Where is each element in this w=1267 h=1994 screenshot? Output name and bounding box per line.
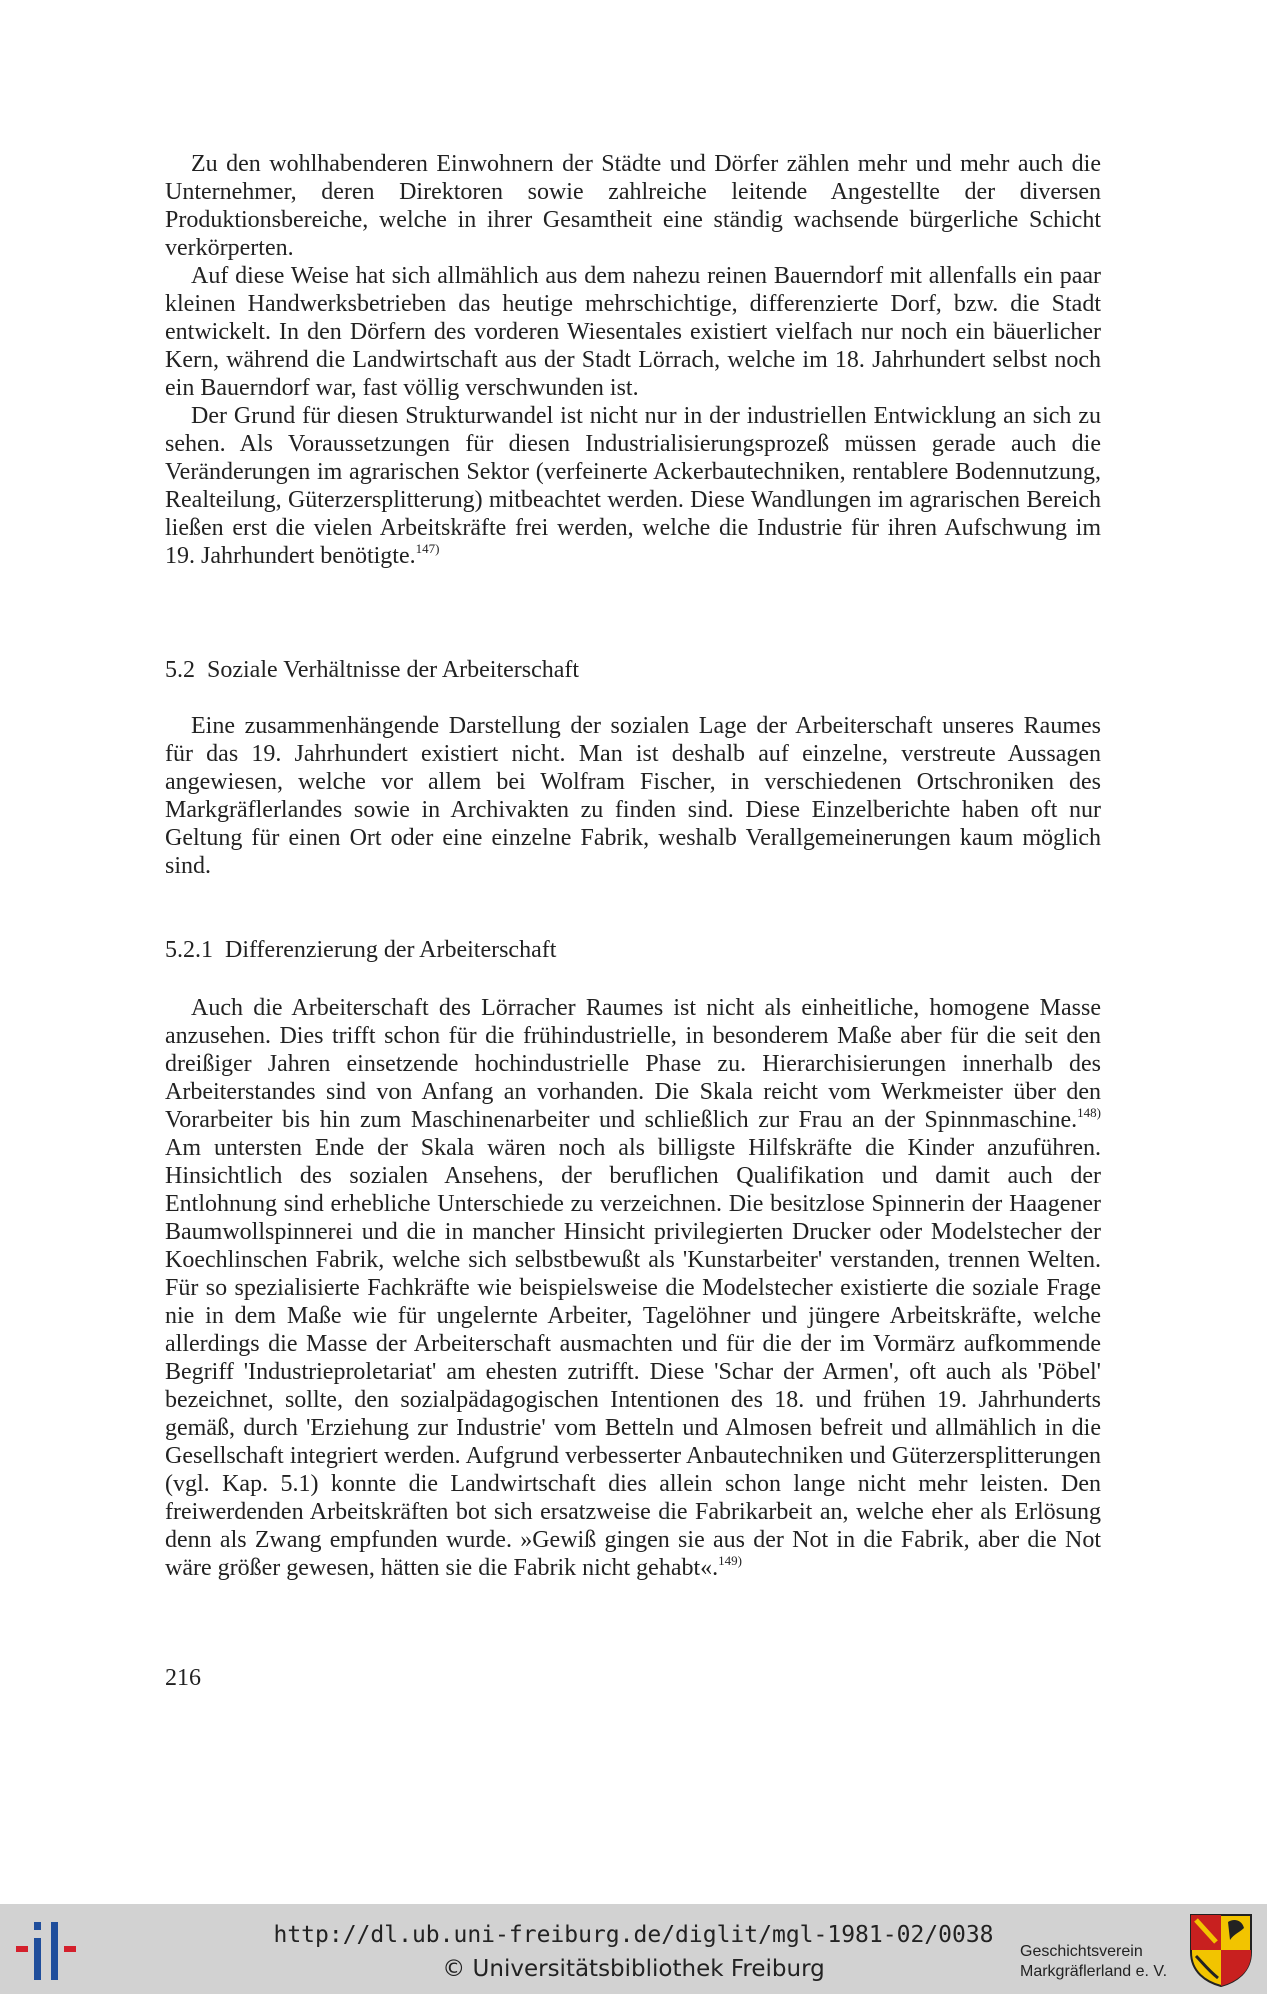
section-5-2-text bbox=[165, 712, 1101, 880]
section-number: 5.2 bbox=[165, 657, 195, 683]
section-heading-5-2-1 bbox=[165, 936, 556, 964]
footnote-ref-148[interactable]: 148) bbox=[1077, 1105, 1101, 1120]
footnote-ref-147[interactable]: 147) bbox=[415, 541, 440, 556]
section-5-2-1-paragraph bbox=[165, 994, 1101, 1582]
society-line-2: Markgräflerland e. V. bbox=[1020, 1963, 1168, 1980]
coat-of-arms-icon bbox=[1188, 1912, 1254, 1988]
intro-paragraph-2: Auf diese Weise hat sich allmählich aus dem nahezu reinen Bauerndorf mit allenfalls ein paar kleinen Handwerksbetrieben das heutige mehrschichtige, differenzierte Dorf, bzw. die Stadt entwickelt. In den Dörfern des vorderen Wiesentales existiert vielfach nur noch ein bäuerlicher Kern, während die Landwirtschaft aus der Stadt Lörrach, welche im 18. Jahrhundert selbst noch ein Bauerndorf war, fast völlig verschwunden ist. bbox=[165, 263, 1101, 401]
intro-paragraph-3 bbox=[165, 402, 1101, 570]
section-heading-5-2 bbox=[165, 656, 579, 684]
intro-paragraph-1: Zu den wohlhabenderen Einwohnern der Städte und Dörfer zählen mehr und mehr auch die Unternehmer, deren Direktoren sowie zahlreiche leitende Angestellte der diversen Produktionsbereiche, welche in ihrer Gesamtheit eine ständig wachsende bürgerliche Schicht verkörperten. bbox=[165, 151, 1101, 261]
footer-url-link[interactable]: http://dl.ub.uni-freiburg.de/diglit/mgl-1981-02/0038 bbox=[273, 1922, 994, 1948]
section-5-2-1-text bbox=[165, 994, 1101, 1582]
society-name bbox=[1020, 1942, 1167, 1982]
section-title: Differenzierung der Arbeiterschaft bbox=[225, 937, 557, 963]
page-number: 216 bbox=[165, 1665, 201, 1691]
society-line-1: Geschichtsverein bbox=[1020, 1943, 1143, 1960]
paragraph-part-1: Auch die Arbeiterschaft des Lörracher Raumes ist nicht als einheitliche, homogene Masse anzusehen. Dies trifft schon für die frühindustrielle, in besonderem Maße aber für die seit den dreißiger Jahren einsetzende hochindustrielle Phase zu. Hierarchisierungen innerhalb des Arbeiterstandes sind von Anfang an vorhanden. Die Skala reicht vom Werkmeister über den Vorarbeiter bis hin zum Maschinenarbeiter und schließlich zur Frau an der Spinnmaschine. bbox=[165, 995, 1101, 1133]
paragraph-part-2: Am untersten Ende der Skala wären noch als billigste Hilfskräfte die Kinder anzuführen. Hinsichtlich des sozialen Ansehens, der beruflichen Qualifikation und damit auch der Entlohnung sind erhebliche Unterschiede zu verzeichnen. Die besitzlose Spinnerin der Haagener Baumwollspinnerei und die in mancher Hinsicht privilegierten Drucker oder Modelstecher der Koechlinschen Fabrik, welche sich selbstbewußt als 'Kunstarbeiter' verstanden, trennen Welten. Für so spezialisierte Fachkräfte wie beispielsweise die Modelstecher existierte die soziale Frage nie in dem Maße wie für ungelernte Arbeiter, Tagelöhner und jüngere Arbeitskräfte, welche allerdings die Masse der Arbeiterschaft ausmachten und für die der im Vormärz aufkommende Begriff 'Industrieproletariat' am ehesten zutrifft. Diese 'Schar der Armen', oft auch als 'Pöbel' bezeichnet, sollte, den sozialpädagogischen Intentionen des 18. und frühen 19. Jahrhunderts gemäß, durch 'Erziehung zur Industrie' vom Betteln und Almosen befreit und allmählich in die Gesellschaft integriert werden. Aufgrund verbesserter Anbautechniken und Güterzersplitterungen (vgl. Kap. 5.1) konnte die Landwirtschaft dies allein schon lange nicht mehr leisten. Den freiwerdenden Arbeitskräften bot sich ersatzweise die Fabrikarbeit an, welche eher als Erlösung denn als Zwang empfunden wurde. »Gewiß gingen sie aus der Not in die Fabrik, aber die Not wäre größer gewesen, hätten sie die Fabrik nicht gehabt«. bbox=[165, 1135, 1101, 1581]
intro-text bbox=[165, 150, 1101, 570]
section-number: 5.2.1 bbox=[165, 937, 213, 963]
footer-copyright: © Universitätsbibliothek Freiburg bbox=[442, 1956, 825, 1982]
footnote-ref-149[interactable]: 149) bbox=[718, 1553, 742, 1568]
section-title: Soziale Verhältnisse der Arbeiterschaft bbox=[207, 657, 580, 683]
intro-paragraph-3-text: Der Grund für diesen Strukturwandel ist nicht nur in der industriellen Entwicklung an sich zu sehen. Als Voraussetzungen für diesen Industrialisierungsprozeß müssen gerade auch die Veränderungen im agrarischen Sektor (verfeinerte Ackerbautechniken, rentablere Bodennutzung, Realteilung, Güterzersplitterung) mitbeachtet werden. Diese Wandlungen im agrarischen Bereich ließen erst die vielen Arbeitskräfte frei werden, welche die Industrie für ihren Aufschwung im 19. Jahrhundert benötigte. bbox=[165, 403, 1101, 569]
footer-bar bbox=[0, 1904, 1267, 1994]
section-5-2-paragraph: Eine zusammenhängende Darstellung der sozialen Lage der Arbeiterschaft unseres Raumes für das 19. Jahrhundert existiert nicht. Man ist deshalb auf einzelne, verstreute Aussagen angewiesen, welche vor allem bei Wolfram Fischer, in verschiedenen Ortschroniken des Markgräflerlandes sowie in Archivakten zu finden sind. Diese Einzelberichte haben oft nur Geltung für einen Ort oder eine einzelne Fabrik, weshalb Verallgemeinerungen kaum möglich sind. bbox=[165, 713, 1101, 879]
